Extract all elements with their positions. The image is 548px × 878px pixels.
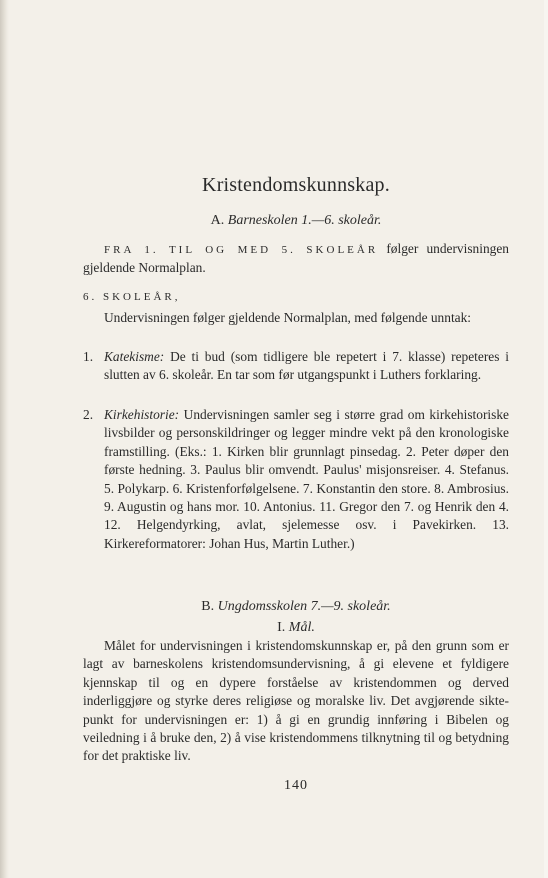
maal-paragraph: Målet for undervisningen i kristendomskunnskap er, på den grunn som er lagt av barneskolens kristendomsundervisning, å gi elevene et fyldigere kjennskap til og en dypere forståelse av kristendommen og derved inderliggjøre og styrke deres religiøse og moralske liv. Det avgjørende siktepunkt for undervisningen er: 1) å gi en grundig innføring i Bibelen og veiledning i å bruke den, 2) å vise kristendommens tilknytning til og betydning for det praktiske liv. [83, 638, 509, 764]
section-b-heading [83, 598, 509, 616]
list-item-body [104, 406, 509, 553]
paragraph-fra [83, 240, 509, 278]
grade6-heading: 6. SKOLEÅR, [83, 291, 181, 303]
paragraph-fra-rest: følger undervisningen gjeldende Normalplan. [83, 241, 510, 276]
section-a-letter: A. [210, 213, 225, 228]
page-gutter-shadow [0, 0, 9, 878]
paragraph-fra-lead: FRA 1. TIL OG MED 5. SKOLEÅR [104, 244, 379, 256]
section-b-letter: B. [201, 599, 215, 614]
list-item-term: Kirkehistorie: [104, 407, 180, 422]
list-item-term: Katekisme: [104, 349, 165, 364]
list-item-text: Undervisningen samler seg i større grad om kirkehistoriske livsbilder og personskildringer og legger mindre vekt på den kronologiske framstilling. (Eks.: 1. Kirken blir grunnlagt pinsedag. 2. Peter døper den første hedning. 3. Paulus blir omvendt. Paulus' misjonsreiser. 4. Stefanus. 5. Polykarp. 6. Kristenforfølgelsene. 7. Konstantin den store. 8. Ambrosius. 9. Augustin og hans mor. 10. Antonius. 11. Gregor den 7. og Henrik den 4. 12. Helgendyrking, avlat, sjelemesse osv. i Pavekirken. 13. Kirkereformatorer: Johan Hus, Martin Luther.) [104, 407, 509, 551]
subsection-i-number: I. [277, 620, 286, 635]
list-item-katekisme [83, 348, 509, 385]
list-item-text: De ti bud (som tidligere ble repetert i 7. klasse) repeteres i slutten av 6. skoleår. En tar som før utgangspunkt i Luthers forklaring. [104, 349, 509, 383]
page-number: 140 [284, 778, 308, 793]
section-a-label: Barneskolen 1.—6. skoleår. [227, 213, 382, 228]
list-item-number: 1. [83, 349, 94, 364]
subsection-i-label: Mål. [288, 620, 315, 635]
subsection-i-heading [83, 619, 509, 637]
grade6-intro: Undervisningen følger gjeldende Normalplan, med følgende unntak: [104, 310, 472, 325]
list-item-number: 2. [83, 407, 94, 422]
page-title: Kristendomskunnskap. [202, 174, 390, 196]
section-b-label: Ungdomsskolen 7.—9. skoleår. [217, 599, 391, 614]
section-a-heading [83, 212, 509, 230]
list-item-body [104, 348, 509, 385]
list-item-kirkehistorie [83, 406, 509, 553]
page-edge [544, 0, 548, 878]
